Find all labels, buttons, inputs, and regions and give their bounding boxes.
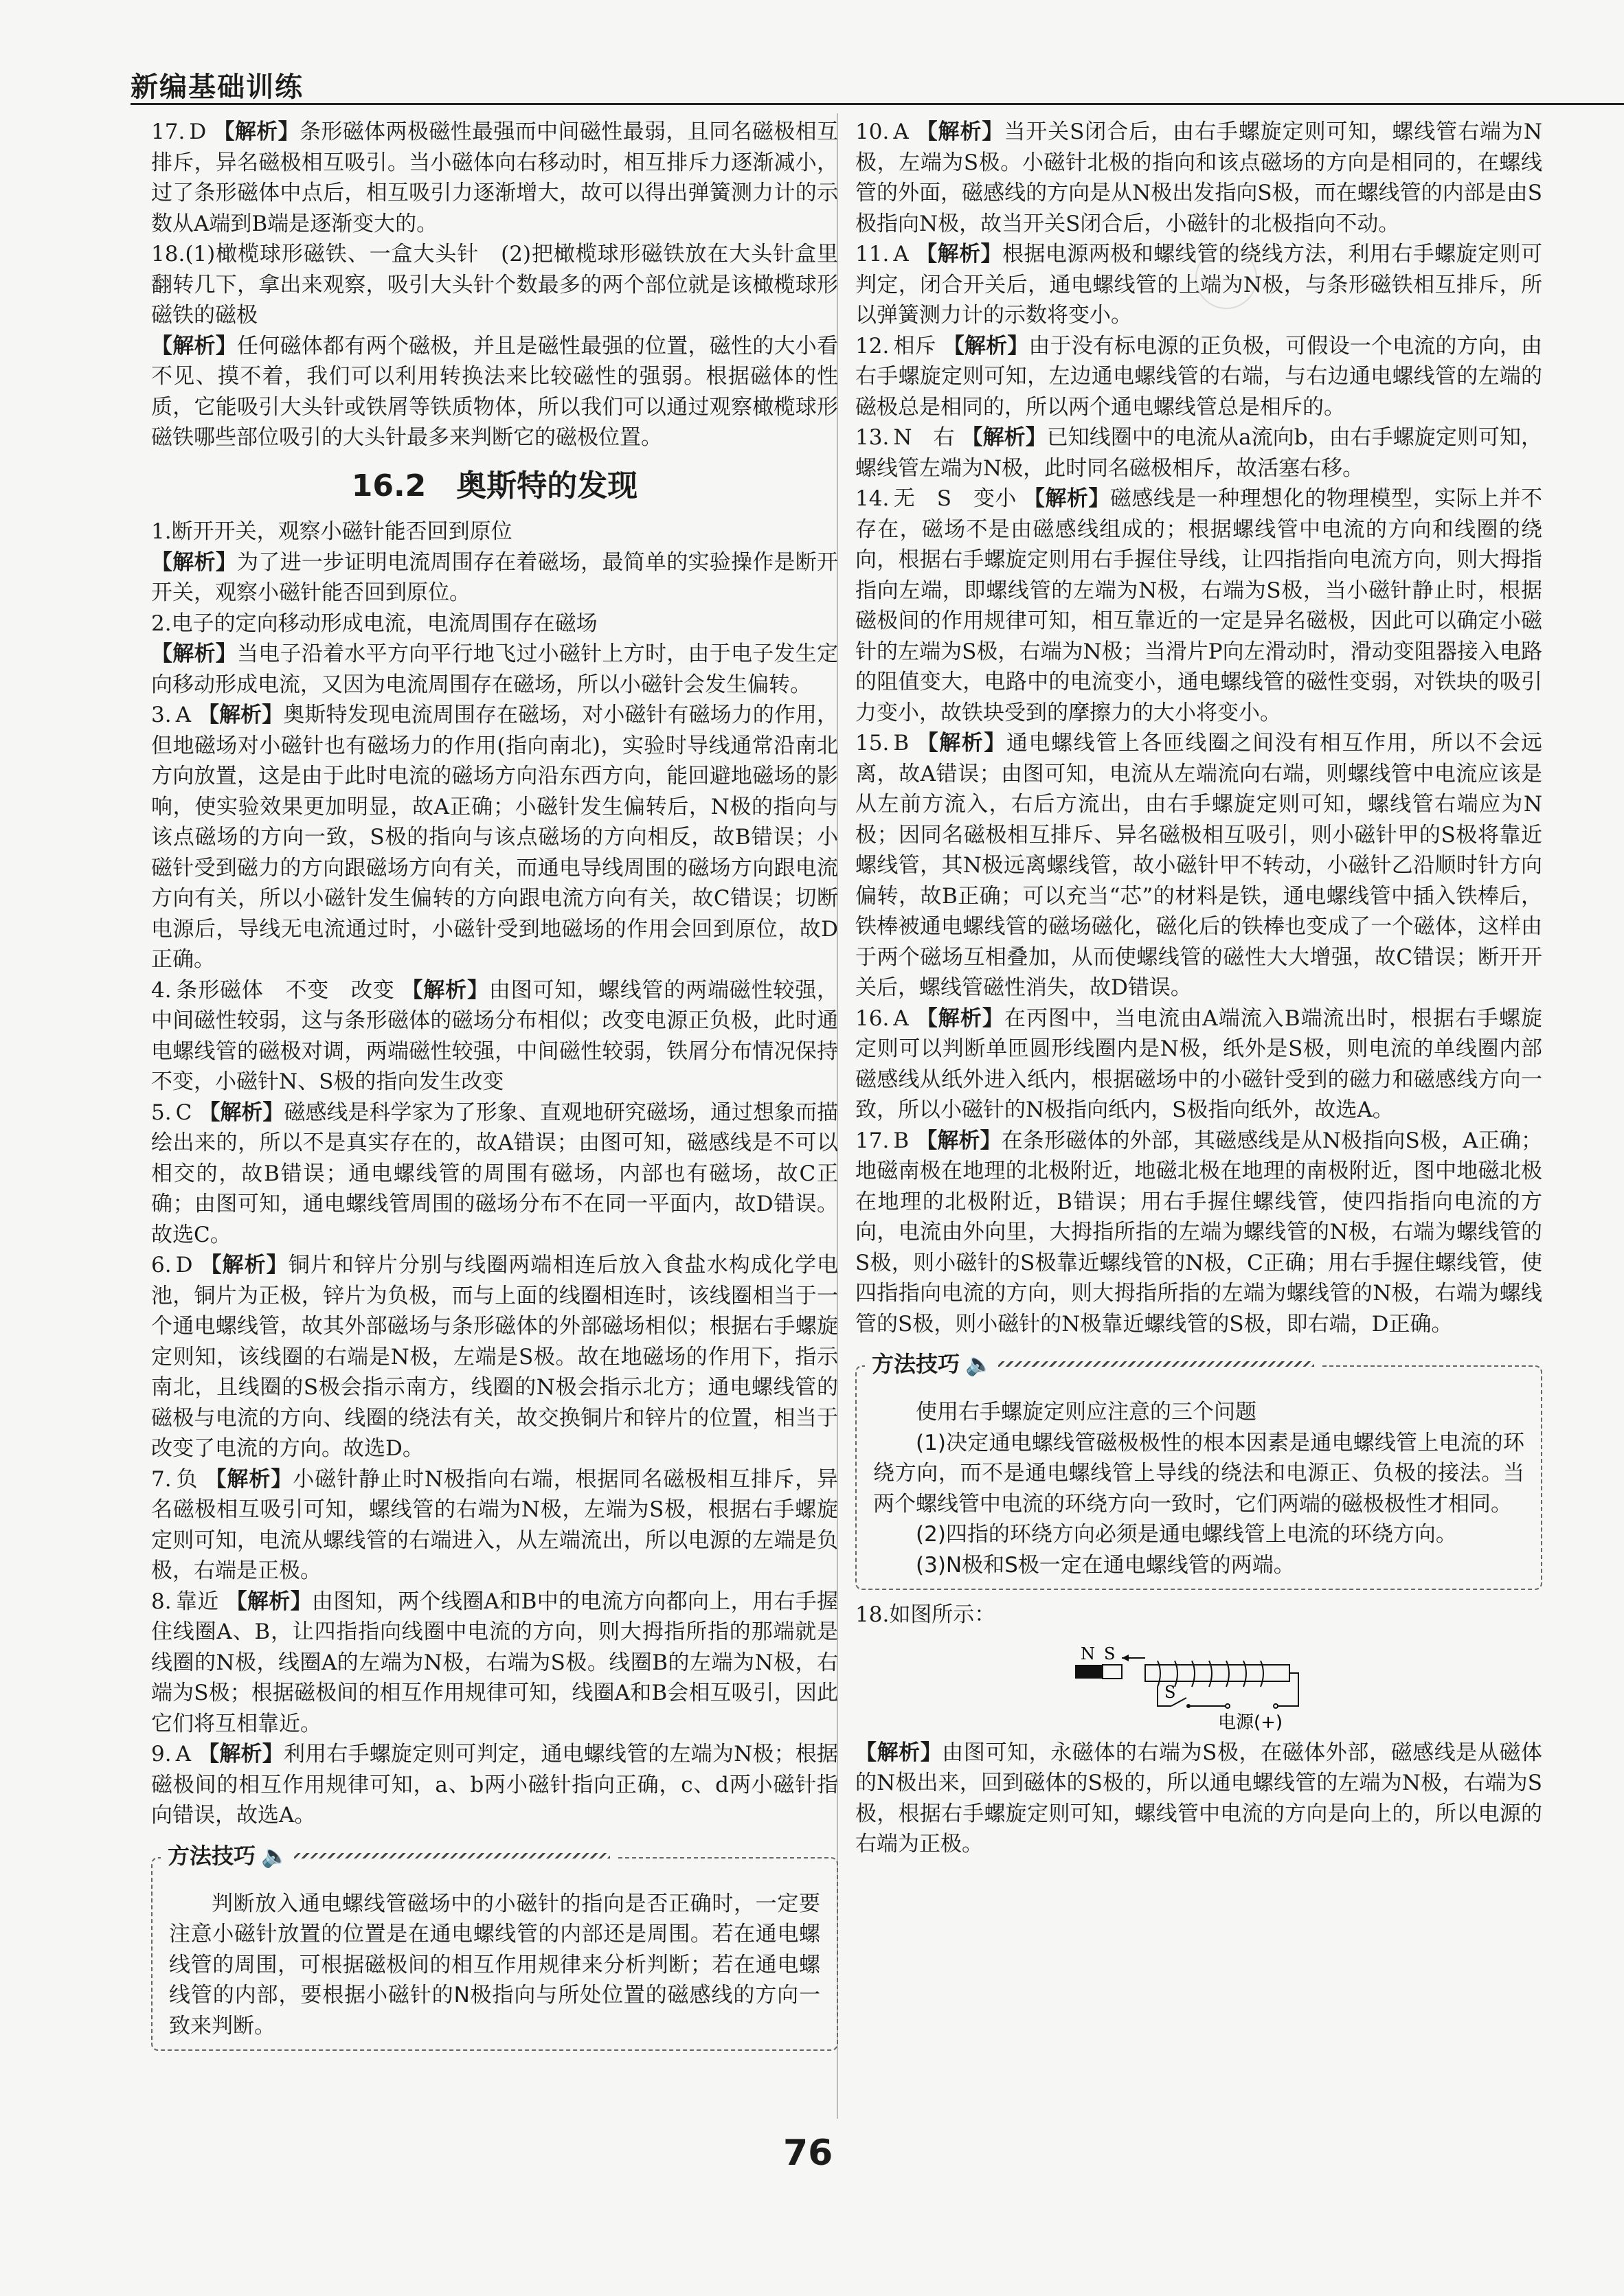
answer-item: 14. 无 S 变小 【解析】磁感线是一种理想化的物理模型，实际上并不存在，磁场不是由磁感线组成的；根据螺线管中电流的方向和线圈的绕向，根据右手螺旋定则用右手握住导线，让四指指向电流方向，则大拇指指向左端，即螺线管的左端为N极，右端为S极，当小磁针静止时，根据磁极间的作用规律可知，相互靠近的一定是异名磁极，因此可以确定小磁针的左端为S极，右端为N极；当滑片P向左滑动时，滑动变阻器接入电路的阻值变大，电路中的电流变小，通电螺线管的磁性变弱，对铁块的吸引力变小，故铁块受到的摩擦力的大小将变小。 — [855, 486, 1543, 725]
speaker-icon: 🔈 — [261, 1842, 289, 1869]
header-divider — [131, 103, 1624, 105]
section-title: 16.2 奥斯特的发现 — [351, 468, 638, 503]
method-tips-box — [855, 1351, 1542, 1590]
magnet-s-half — [1103, 1665, 1122, 1679]
switch-label: S — [1164, 1682, 1176, 1702]
analysis-item: 【解析】任何磁体都有两个磁极，并且是磁性最强的位置，磁性的大小看不见、摸不着，我们可以利用转换法来比较磁性的强弱。根据磁体的性质，它能吸引大头针或铁屑等铁质物体，所以我们可以通过观察橄榄球形磁铁哪些部位吸引的大头针最多来判断它的磁极位置。 — [151, 333, 839, 450]
answer-item: 2.电子的定向移动形成电流，电流周围存在磁场 — [151, 611, 598, 636]
tips-paragraph: (1)决定通电螺线管磁极极性的根本因素是通电螺线管上电流的环绕方向，而不是通电螺线管上导线的绕法和电源正、负极的接法。当两个螺线管中电流的环绕方向一致时，它们两端的磁极极性才相同。 — [873, 1430, 1524, 1516]
dashed-decoration — [998, 1361, 1314, 1367]
answer-item: 17. B 【解析】在条形磁体的外部，其磁感线是从N极指向S极，A正确；地磁南极在地理的北极附近，地磁北极在地理的南极附近，图中地磁北极在地理的北极附近，B错误；用右手握住螺线管，使四指指向电流的方向，电流由外向里，大拇指所指的左端为螺线管的N极，右端为螺线管的S极，则小磁针的S极靠近螺线管的N极，C正确；用右手握住螺线管，使四指指向电流的方向，则大拇指所指的左端为螺线管的N极，右端为螺线管的S极，则小磁针的N极靠近螺线管的S极，即右端，D正确。 — [855, 1128, 1543, 1337]
analysis-item: 【解析】由图可知，永磁体的右端为S极，在磁体外部，磁感线是从磁体的N极出来，回到磁体的S极的，所以通电螺线管的左端为N极，右端为S极，根据右手螺旋定则可知，螺线管中电流的方向是向上的，所以电源的右端为正极。 — [855, 1740, 1543, 1856]
answer-item: 1.断开开关，观察小磁针能否回到原位 — [151, 519, 512, 544]
answer-item: 15. B 【解析】通电螺线管上各匝线圈之间没有相互作用，所以不会远离，故A错误；由图可知，电流从左端流向右端，则螺线管中电流应该是从左前方流入，右后方流出，由右手螺旋定则可知，螺线管右端应为N极；因同名磁极相互排斥、异名磁极相互吸引，则小磁针甲的S极将靠近螺线管，其N极远离螺线管，故小磁针甲不转动，小磁针乙沿顺时针方向偏转，故B正确；可以充当“芯”的材料是铁，通电螺线管中插入铁棒后，铁棒被通电螺线管的磁场磁化，磁化后的铁棒也变成了一个磁体，这样由于两个磁场互相叠加，从而使螺线管的磁性大大增强，故C错误；断开开关后，螺线管磁性消失，故D错误。 — [855, 731, 1543, 1000]
page-number: 76 — [783, 2133, 833, 2174]
method-tips-box — [151, 1842, 838, 2051]
answer-item: 3. A 【解析】奥斯特发现电流周围存在磁场，对小磁针有磁场力的作用，但地磁场对小磁针也有磁场力的作用(指向南北)，实验时导线通常沿南北方向放置，这是由于此时电流的磁场方向沿东西方向，能回避地磁场的影响，使实验效果更加明显，故A正确；小磁针发生偏转后，N极的指向与该点磁场的方向一致，S极的指向与该点磁场的方向相反，故B错误；小磁针受到磁力的方向跟磁场方向有关，而通电导线周围的磁场方向跟电流方向有关，所以小磁针发生偏转的方向跟电流方向有关，故C错误；切断电源后，导线无电流通过时，小磁针受到地磁场的作用会回到原位，故D正确。 — [151, 703, 839, 972]
terminal-left — [1226, 1704, 1230, 1708]
solenoid-circuit-diagram — [1068, 1637, 1316, 1734]
method-tips-heading: 方法技巧 🔈 — [865, 1349, 1321, 1380]
answer-item: 17. D 【解析】条形磁体两极磁性最强而中间磁性最弱，且同名磁极相互排斥，异名磁极相互吸引。当小磁体向右移动时，相互排斥力逐渐减小，过了条形磁体中点后，相互吸引力逐渐增大，故可以得出弹簧测力计的示数从A端到B端是逐渐变大的。 — [151, 120, 839, 236]
tips-paragraph: (3)N极和S极一定在通电螺线管的两端。 — [916, 1552, 1295, 1578]
magnet-s-label: S — [1104, 1644, 1116, 1663]
speaker-icon: 🔈 — [965, 1351, 993, 1377]
answer-item: 16. A 【解析】在丙图中，当电流由A端流入B端流出时，根据右手螺旋定则可以判断单匝圆形线圈内是N极，纸外是S极，则电流的单线圈内部磁感线从纸外进入纸内，根据磁场中的小磁针受到的磁力和磁感线方向一致，所以小磁针的N极指向纸内，S极指向纸外，故选A。 — [855, 1005, 1543, 1122]
book-title: 新编基础训练 — [131, 71, 304, 103]
answer-item: 13. N 右 【解析】已知线圈中的电流从a流向b，由右手螺旋定则可知，螺线管左端为N极，此时同名磁极相斥，故活塞右移。 — [855, 425, 1543, 481]
field-arrow-head — [1122, 1655, 1129, 1661]
tips-paragraph: 判断放入通电螺线管磁场中的小磁针的指向是否正确时，一定要注意小磁针放置的位置是在通电螺线管的内部还是周围。若在通电螺线管的周围，可根据磁极间的相互作用规律来分析判断；若在通电螺线管的内部，要根据小磁针的N极指向与所处位置的磁感线的方向一致来判断。 — [169, 1891, 820, 2038]
answer-item: 9. A 【解析】利用右手螺旋定则可判定，通电螺线管的左端为N极；根据磁极间的相互作用规律可知，a、b两小磁针指向正确，c、d两小磁针指向错误，故选A。 — [151, 1742, 838, 1828]
magnet-n-label: N — [1081, 1644, 1095, 1663]
answer-item: 12. 相斥 【解析】由于没有标电源的正负极，可假设一个电流的方向，由右手螺旋定则可知，左边通电螺线管的右端，与右边通电螺线管的左端的磁极总是相同的，所以两个通电螺线管总是相斥的。 — [855, 333, 1542, 420]
solenoid-core — [1145, 1665, 1289, 1681]
answer-item: 8. 靠近 【解析】由图知，两个线圈A和B中的电流方向都向上，用右手握住线圈A、B，让四指指向线圈中电流的方向，则大拇指所指的那端就是线圈的N极，线圈A的左端为N极，右端为S极。线圈B的左端为N极，右端为S极；根据磁极间的相互作用规律可知，线圈A和B会相互吸引，因此它们将互相靠近。 — [151, 1589, 839, 1736]
answer-item: 18.如图所示： — [855, 1602, 996, 1627]
answer-item: 18.(1)橄榄球形磁铁、一盒大头针 (2)把橄榄球形磁铁放在大头针盒里翻转几下，拿出来观察，吸引大头针个数最多的两个部位就是该橄榄球形磁铁的磁极 — [151, 242, 838, 328]
method-tips-heading: 方法技巧 🔈 — [161, 1841, 617, 1872]
answer-item: 6. D 【解析】铜片和锌片分别与线圈两端相连后放入食盐水构成化学电池，铜片为正极，锌片为负极，而与上面的线圈相连时，该线圈相当于一个通电螺线管，故其外部磁场与条形磁体的外部磁场相似；根据右手螺旋定则知，该线圈的右端是N极，左端是S极。故在地磁场的作用下，指示南北，且线圈的S极会指示南方，线圈的N极会指示北方；通电螺线管的磁极与电流的方向、线圈的绕法有关，故交换铜片和锌片的位置，相当于改变了电流的方向。故选D。 — [151, 1253, 839, 1461]
left-column — [151, 117, 838, 2060]
terminal-right — [1274, 1704, 1278, 1708]
answer-item: 11. A 【解析】根据电源两极和螺线管的绕线方法，利用右手螺旋定则可判定，闭合开关后，通电螺线管的上端为N极，与条形磁铁相互排斥，所以弹簧测力计的示数将变小。 — [855, 242, 1543, 328]
power-label: 电源(+) — [1218, 1712, 1283, 1733]
wire-right — [1278, 1673, 1298, 1706]
analysis-item: 【解析】为了进一步证明电流周围存在着磁场，最简单的实验操作是断开开关，观察小磁针能否回到原位。 — [151, 549, 839, 605]
tips-paragraph: (2)四指的环绕方向必须是通电螺线管上电流的环绕方向。 — [916, 1522, 1457, 1547]
analysis-item: 【解析】当电子沿着水平方向平行地飞过小磁针上方时，由于电子发生定向移动形成电流，又因为电流周围存在磁场，所以小磁针会发生偏转。 — [151, 641, 839, 697]
magnet-n-half — [1075, 1665, 1103, 1679]
answer-item: 7. 负 【解析】小磁针静止时N极指向右端，根据同名磁极相互排斥，异名磁极相互吸引可知，螺线管的右端为N极，左端为S极，根据右手螺旋定则可知，电流从螺线管的右端进入，从左端流出，所以电源的左端是负极，右端是正极。 — [151, 1466, 839, 1583]
tips-intro: 使用右手螺旋定则应注意的三个问题 — [916, 1400, 1256, 1424]
answer-item: 5. C 【解析】磁感线是科学家为了形象、直观地研究磁场，通过想象而描绘出来的，所以不是真实存在的，故A错误；由图可知，磁感线是不可以相交的，故B错误；通电螺线管的周围有磁场，内部也有磁场，故C正确；由图可知，通电螺线管周围的磁场分布不在同一平面内，故D错误。故选C。 — [151, 1100, 839, 1247]
dashed-decoration — [294, 1853, 610, 1859]
answer-item: 10. A 【解析】当开关S闭合后，由右手螺旋定则可知，螺线管右端为N极，左端为S极。小磁针北极的指向和该点磁场的方向是相同的，在螺线管的外面，磁感线的方向是从N极出发指向S极，而在螺线管的内部是由S极指向N极，故当开关S闭合后，小磁针的北极指向不动。 — [855, 120, 1543, 236]
right-column — [855, 117, 1542, 1860]
answer-item: 4. 条形磁体 不变 改变 【解析】由图可知，螺线管的两端磁性较强，中间磁性较弱，这与条形磁体的磁场分布相似；改变电源正负极，此时通电螺线管的磁极对调，两端磁性较强，中间磁性较弱，铁屑分布情况保持不变，小磁针N、S极的指向发生改变 — [151, 977, 839, 1094]
